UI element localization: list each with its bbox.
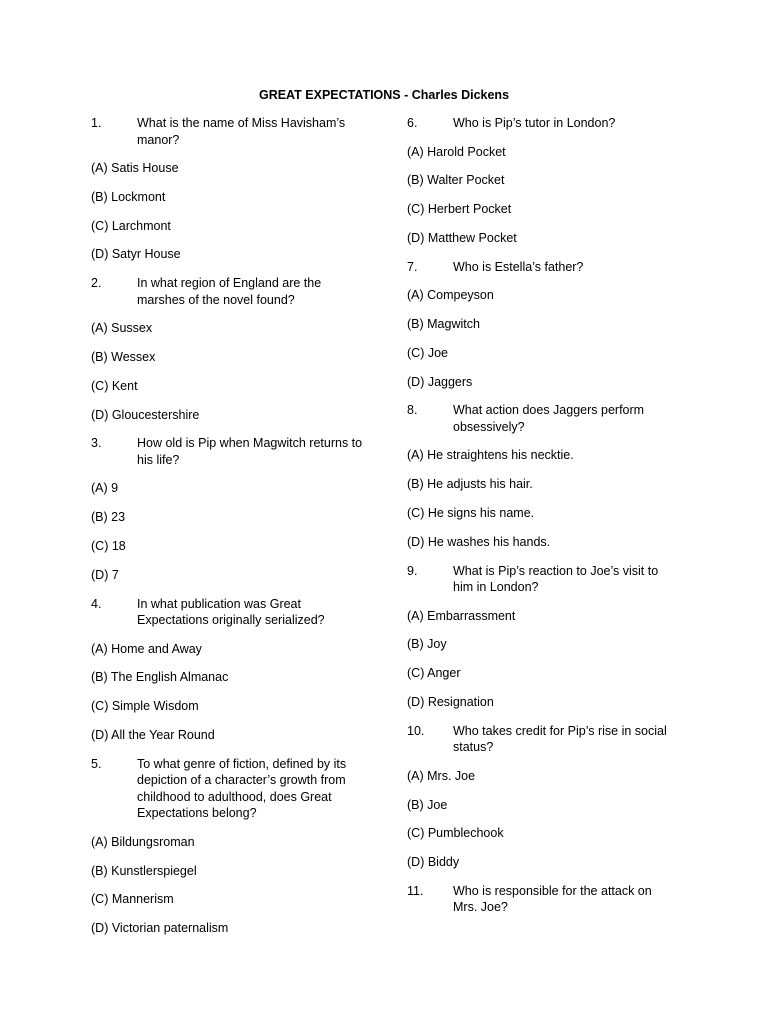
answer-option: (D) Matthew Pocket [407, 230, 517, 245]
question-number: 8. [407, 403, 418, 418]
answer-option: (D) Satyr House [91, 247, 181, 262]
question-number: 3. [91, 436, 102, 451]
question-block [407, 115, 677, 246]
answer-option: (B) Joe [407, 797, 448, 812]
question [91, 435, 371, 468]
left-column [91, 115, 371, 949]
answer-option: (C) Anger [407, 666, 461, 681]
question-block [91, 756, 371, 937]
answer-option: (B) Walter Pocket [407, 173, 505, 188]
question-block [407, 723, 677, 871]
answer-option: (A) Home and Away [91, 641, 202, 656]
answer-option: (C) Herbert Pocket [407, 202, 512, 217]
answer-option: (A) 9 [91, 481, 119, 496]
question-number: 2. [91, 276, 102, 291]
answer-option: (D) Gloucestershire [91, 407, 200, 422]
answer-option: (C) Simple Wisdom [91, 699, 199, 714]
question-block [91, 596, 371, 744]
answer-option: (D) All the Year Round [91, 727, 215, 742]
question-text: Who is responsible for the attack on Mrs. Joe? [453, 883, 652, 915]
answer-option: (C) Mannerism [91, 892, 174, 907]
question [407, 115, 677, 132]
answer-option: (A) Satis House [91, 161, 179, 175]
question-number: 10. [407, 723, 425, 738]
question-text: To what genre of fiction, defined by its depiction of a character’s growth from childhood to adulthood, does Great Expectations belong? [137, 756, 347, 821]
right-column [407, 115, 677, 928]
answer-option: (A) Compeyson [407, 288, 494, 303]
question-text: In what region of England are the marshes of the novel found? [137, 276, 322, 307]
answer-option: (D) He washes his hands. [407, 534, 551, 549]
answer-option: (B) He adjusts his hair. [407, 477, 533, 492]
document-title: GREAT EXPECTATIONS - Charles Dickens [258, 88, 510, 102]
answer-option: (B) 23 [91, 510, 126, 525]
answer-option: (D) Biddy [407, 855, 460, 870]
answer-option: (B) Wessex [91, 349, 156, 364]
question-text: How old is Pip when Magwitch returns to his life? [137, 436, 363, 467]
answer-option: (D) 7 [91, 567, 119, 582]
question [91, 275, 371, 308]
question-number: 7. [407, 259, 418, 274]
question [407, 402, 677, 435]
question-text: What is the name of Miss Havisham’s manor? [137, 116, 346, 147]
question [91, 756, 371, 822]
question-block [407, 883, 677, 916]
answer-option: (A) Sussex [91, 321, 153, 336]
answer-option: (A) He straightens his necktie. [407, 448, 574, 463]
question-text: What is Pip’s reaction to Joe’s visit to him in London? [453, 563, 659, 595]
answer-option: (C) 18 [91, 538, 126, 553]
question [407, 723, 677, 756]
answer-option: (C) Joe [407, 345, 448, 360]
answer-option: (B) Kunstlerspiegel [91, 863, 197, 878]
question-text: Who is Estella’s father? [453, 259, 584, 274]
answer-option: (B) Joy [407, 637, 447, 652]
question-block [91, 435, 371, 583]
answer-option: (D) Resignation [407, 694, 494, 709]
question-number: 5. [91, 756, 102, 771]
answer-option: (C) He signs his name. [407, 505, 535, 520]
answer-option: (C) Kent [91, 378, 138, 393]
answer-option: (B) Lockmont [91, 189, 166, 204]
question [91, 596, 371, 629]
question-number: 11. [407, 883, 424, 898]
question-block [91, 275, 371, 423]
question-number: 1. [91, 116, 102, 130]
answer-option: (A) Embarrassment [407, 608, 516, 623]
answer-option: (C) Larchmont [91, 218, 171, 233]
question-block [91, 115, 371, 263]
question-block [407, 563, 677, 711]
question [407, 883, 677, 916]
answer-option: (A) Bildungsroman [91, 834, 195, 849]
question [91, 115, 371, 148]
question-text: In what publication was Great Expectations originally serialized? [137, 596, 325, 628]
answer-option: (A) Harold Pocket [407, 144, 506, 159]
answer-option: (B) Magwitch [407, 316, 480, 331]
question-number: 4. [91, 596, 102, 611]
question-text: Who is Pip’s tutor in London? [453, 116, 616, 130]
question-number: 9. [407, 563, 418, 578]
answer-option: (B) The English Almanac [91, 670, 229, 685]
answer-option: (A) Mrs. Joe [407, 768, 476, 783]
question-text: Who takes credit for Pip’s rise in social status? [453, 723, 667, 755]
answer-option: (D) Jaggers [407, 374, 473, 389]
question-block [407, 402, 677, 550]
question [407, 563, 677, 596]
answer-option: (D) Victorian paternalism [91, 921, 229, 936]
question-number: 6. [407, 116, 418, 130]
question-text: What action does Jaggers perform obsessively? [453, 403, 645, 434]
answer-option: (C) Pumblechook [407, 826, 504, 841]
question [407, 259, 677, 276]
question-block [407, 259, 677, 390]
